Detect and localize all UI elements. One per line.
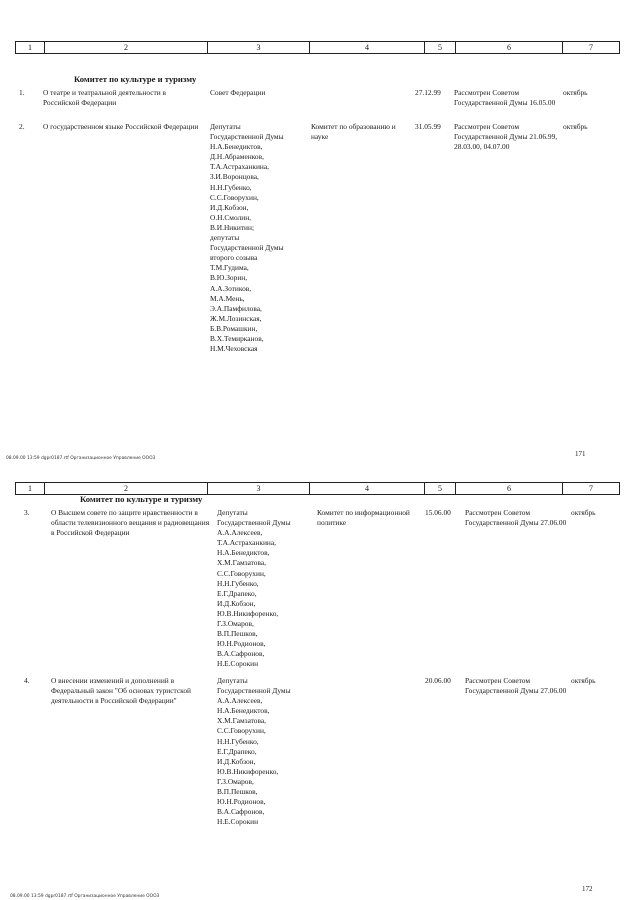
column-number: 5 (425, 42, 456, 53)
column-number-header (15, 41, 620, 54)
submission-date: 27.12.99 (415, 88, 441, 97)
bill-title: О государственном языке Российской Федерации (43, 122, 199, 131)
document-page-2 (0, 470, 640, 900)
submission-date: 31.05.99 (415, 122, 441, 131)
page-footer: 08.09.00 13:59 dgpr0187.rtf Организационное Управление ООО3 (10, 894, 160, 899)
column-number: 6 (456, 483, 563, 494)
column-number: 7 (589, 484, 593, 493)
column-number: 2 (45, 483, 208, 494)
column-number: 4 (310, 483, 425, 494)
committee-heading: Комитет по культуре и туризму (74, 74, 197, 84)
planned-month: октябрь (563, 122, 588, 131)
bill-title: О Высшем совете по защите нравственности в области телевизионного вещания и радиовещания в Российской Федерации (51, 508, 210, 538)
column-number: 6 (456, 42, 563, 53)
column-number: 1 (16, 483, 45, 494)
bill-status: Рассмотрен Советом Государственной Думы 21.06.99, 28.03.00, 04.07.00 (454, 122, 558, 152)
column-number: 1 (16, 42, 45, 53)
responsible-committee: Комитет по информационной политике (317, 508, 410, 528)
page-number: 172 (582, 885, 593, 893)
committee-heading: Комитет по культуре и туризму (80, 494, 203, 504)
row-number: 3. (24, 508, 30, 517)
bill-initiator: Совет Федерации (210, 88, 266, 97)
submission-date: 15.06.00 (425, 508, 451, 517)
bill-status: Рассмотрен Советом Государственной Думы 27.06.00 (465, 508, 567, 528)
planned-month: октябрь (563, 88, 588, 97)
responsible-committee: Комитет по образованию и науке (311, 122, 396, 142)
bill-initiator: Депутаты Государственной Думы Н.А.Бенедиктов, Д.Н.Абраменков, Т.А.Астраханкина, З.И.Воронцова, Н.Н.Губенко, С.С.Говорухин, И.Д.Кобзон, О.Н.Смолин, В.И.Никитин; депутаты Государственной Думы второго созыва Т.М.Гудима, В.Ю.Зорин, А.А.Зотиков, М.А.Мень, Э.А.Памфилова, Ж.М.Лозинская, Б.В.Ромашкин, В.Х.Темирканов, Н.М.Чеховская (210, 122, 284, 354)
bill-initiator: Депутаты Государственной Думы А.А.Алексеев, Т.А.Астраханкина, Н.А.Бенедиктов, Х.М.Гамзатова, С.С.Говорухин, Н.Н.Губенко, Е.Г.Драпеко, И.Д.Кобзон, Ю.В.Никифоренко, Г.З.Омаров, В.П.Пешков, Ю.Н.Родионов, В.А.Сафронов, Н.Е.Сорокин (217, 508, 291, 669)
bill-initiator: Депутаты Государственной Думы А.А.Алексеев, Н.А.Бенедиктов, Х.М.Гамзатова, С.С.Говорухин, Н.Н.Губенко, Е.Г.Драпеко, И.Д.Кобзон, Ю.В.Никифоренко, Г.З.Омаров, В.П.Пешков, Ю.Н.Родионов, В.А.Сафронов, Н.Е.Сорокин (217, 676, 291, 827)
planned-month: октябрь (571, 676, 596, 685)
page-footer: 08.09.00 13:59 dgpr0187.rtf Организационное Управление ООО3 (6, 456, 156, 461)
bill-status: Рассмотрен Советом Государственной Думы 16.05.00 (454, 88, 556, 108)
column-number: 5 (425, 483, 456, 494)
submission-date: 20.06.00 (425, 676, 451, 685)
column-number: 3 (208, 483, 310, 494)
planned-month: октябрь (571, 508, 596, 517)
row-number: 1. (19, 88, 25, 97)
column-number: 7 (589, 43, 593, 52)
column-number: 4 (310, 42, 425, 53)
column-number: 3 (208, 42, 310, 53)
column-number: 2 (45, 42, 208, 53)
row-number: 2. (19, 122, 25, 131)
bill-title: О театре и театральной деятельности в Российской Федерации (43, 88, 167, 108)
page-number: 171 (575, 450, 586, 458)
bill-title: О внесении изменений и дополнений в Федеральный закон "Об основах туристской деятельности в Российской Федерации" (51, 676, 192, 706)
row-number: 4. (24, 676, 30, 685)
bill-status: Рассмотрен Советом Государственной Думы 27.06.00 (465, 676, 567, 696)
